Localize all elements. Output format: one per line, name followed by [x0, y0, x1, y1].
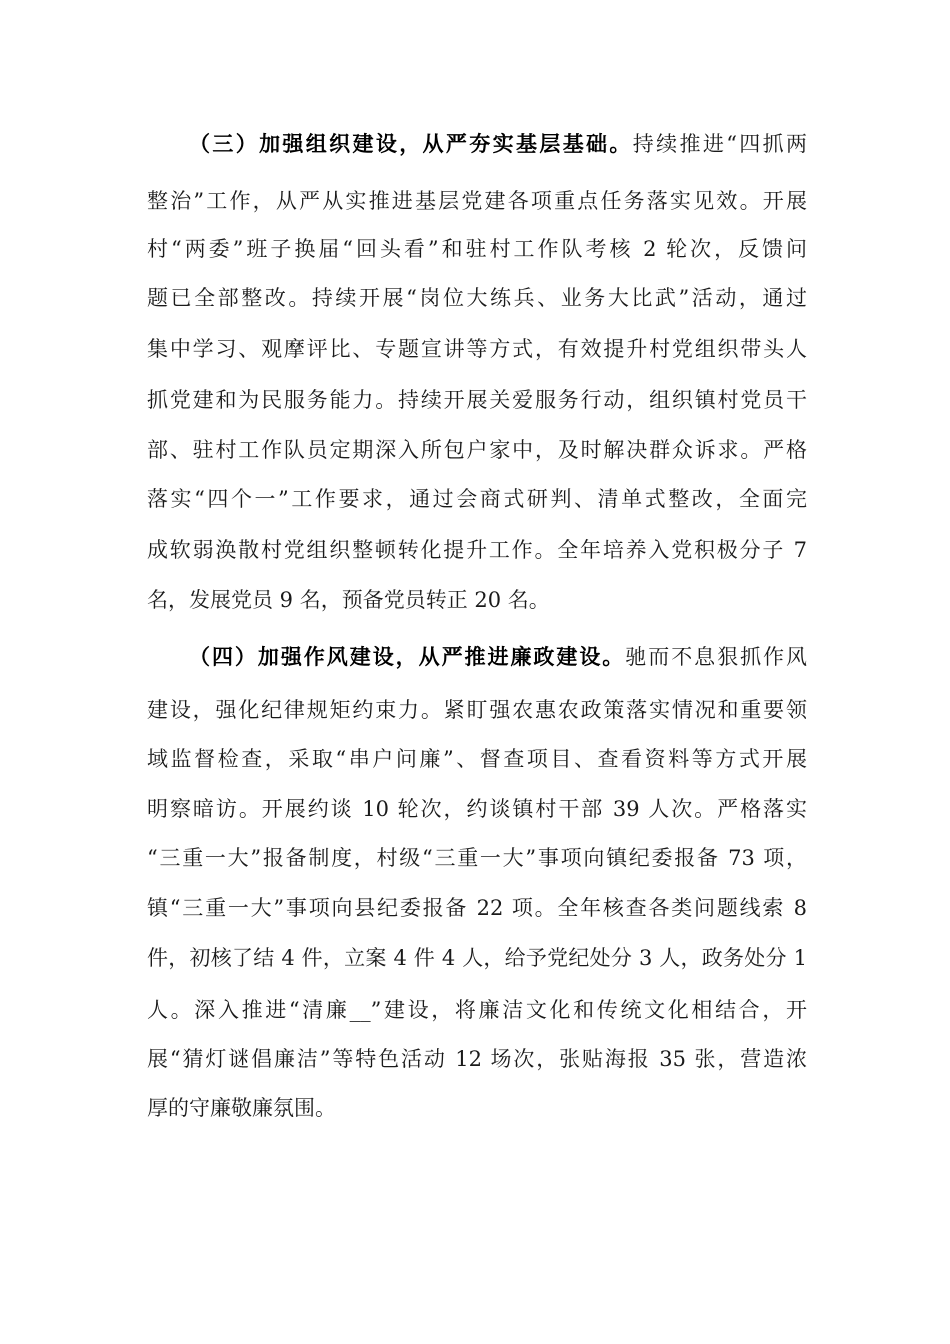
- paragraph-4-line-8: 人。深入推进“清廉__”建设，将廉洁文化和传统文化相结合，开: [147, 998, 807, 1022]
- paragraph-4-line-7: 件，初核了结 4 件，立案 4 件 4 人，给予党纪处分 3 人，政务处分 1: [147, 946, 807, 970]
- paragraph-3-line-1-text: 持续推进“四抓两: [632, 132, 807, 156]
- paragraph-4-line-2: 建设，强化纪律规矩约束力。紧盯强农惠农政策落实情况和重要领: [147, 698, 807, 722]
- paragraph-3-line-9: 成软弱涣散村党组织整顿转化提升工作。全年培养入党积极分子 7: [147, 538, 807, 562]
- paragraph-4-heading: （四）加强作风建设，从严推进廉政建设。: [189, 644, 626, 669]
- paragraph-3-line-5: 集中学习、观摩评比、专题宣讲等方式，有效提升村党组织带头人: [147, 337, 807, 361]
- paragraph-4-line-10: 厚的守廉敬廉氛围。: [147, 1096, 336, 1120]
- paragraph-4-line-1: [189, 641, 807, 673]
- paragraph-3-line-1: [189, 128, 807, 160]
- paragraph-4-line-5: “三重一大”报备制度，村级“三重一大”事项向镇纪委报备 73 项，: [147, 846, 807, 870]
- paragraph-4-line-6: 镇“三重一大”事项向县纪委报备 22 项。全年核查各类问题线索 8: [147, 896, 807, 920]
- paragraph-3-line-2: 整治”工作，从严从实推进基层党建各项重点任务落实见效。开展: [147, 189, 807, 213]
- paragraph-3-line-4: 题已全部整改。持续开展“岗位大练兵、业务大比武”活动，通过: [147, 286, 807, 310]
- paragraph-3-line-3: 村“两委”班子换届“回头看”和驻村工作队考核 2 轮次，反馈问: [147, 237, 807, 261]
- paragraph-3-line-8: 落实“四个一”工作要求，通过会商式研判、清单式整改，全面完: [147, 487, 807, 511]
- paragraph-4-line-4: 明察暗访。开展约谈 10 轮次，约谈镇村干部 39 人次。严格落实: [147, 797, 807, 821]
- paragraph-3-line-7: 部、驻村工作队员定期深入所包户家中，及时解决群众诉求。严格: [147, 438, 807, 462]
- paragraph-3-line-6: 抓党建和为民服务能力。持续开展关爱服务行动，组织镇村党员干: [147, 388, 807, 412]
- paragraph-4-line-9: 展“猜灯谜倡廉洁”等特色活动 12 场次，张贴海报 35 张，营造浓: [147, 1047, 807, 1071]
- paragraph-4-line-1-text: 驰而不息狠抓作风: [625, 645, 808, 669]
- paragraph-3-heading: （三）加强组织建设，从严夯实基层基础。: [189, 131, 633, 156]
- paragraph-4-line-3: 域监督检查，采取“串户问廉”、督查项目、查看资料等方式开展: [147, 747, 807, 771]
- paragraph-3-line-10: 名，发展党员 9 名，预备党员转正 20 名。: [147, 588, 550, 612]
